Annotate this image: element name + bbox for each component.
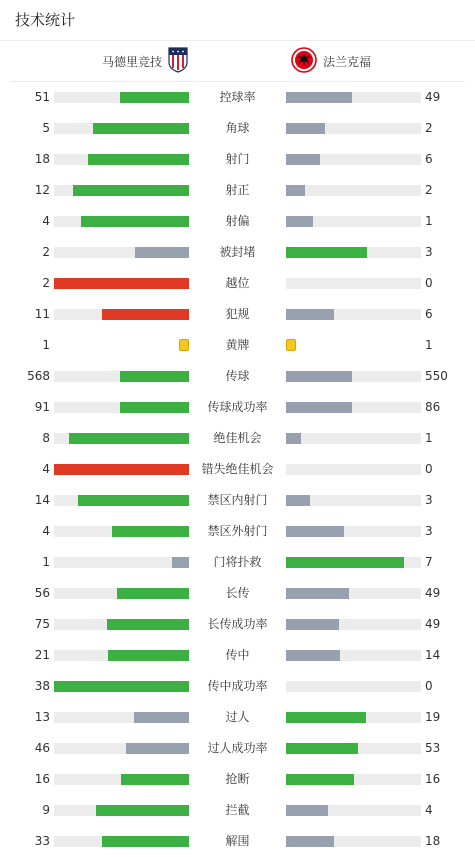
stat-row <box>0 144 475 175</box>
away-stat-bar <box>286 743 421 754</box>
away-value: 14 <box>425 648 441 662</box>
home-value: 16 <box>34 772 50 786</box>
stat-label: 解围 <box>225 834 250 848</box>
away-value: 3 <box>425 493 433 507</box>
eintracht-frankfurt-eagle-icon <box>291 47 317 76</box>
home-value: 56 <box>34 586 50 600</box>
home-value: 9 <box>42 803 50 817</box>
home-stat-bar <box>54 309 189 320</box>
home-value: 1 <box>42 338 50 352</box>
stat-row <box>0 640 475 671</box>
away-stat-bar-fill <box>286 743 358 754</box>
away-stat-bar-fill <box>286 712 366 723</box>
home-stat-bar-fill <box>102 309 189 320</box>
away-stat-bar <box>286 123 421 134</box>
home-stat-bar-fill <box>69 433 189 444</box>
away-stat-bar-fill <box>286 92 352 103</box>
away-stat-bar-fill <box>286 619 339 630</box>
stat-row <box>0 330 475 361</box>
away-value: 49 <box>425 90 441 104</box>
away-stat-bar-fill <box>286 650 340 661</box>
away-stat-bar <box>286 278 421 289</box>
stat-label: 传中 <box>225 648 250 662</box>
home-team-name: 马德里竞技 <box>101 54 162 69</box>
away-stat-bar <box>286 681 421 692</box>
stat-label: 角球 <box>225 121 250 135</box>
stat-label: 抢断 <box>225 772 250 786</box>
stat-row <box>0 516 475 547</box>
home-stat-bar-fill <box>81 216 189 227</box>
home-value: 46 <box>34 741 50 755</box>
home-stat-bar <box>54 836 189 847</box>
home-value: 4 <box>42 462 50 476</box>
home-value: 2 <box>42 245 50 259</box>
stat-row <box>0 423 475 454</box>
stat-row <box>0 237 475 268</box>
home-stat-bar <box>54 278 189 289</box>
home-value: 4 <box>42 524 50 538</box>
away-stat-bar <box>286 247 421 258</box>
stat-label: 射门 <box>225 152 250 166</box>
away-stat-bar <box>286 619 421 630</box>
stat-label: 被封堵 <box>219 245 256 259</box>
away-stat-bar <box>286 464 421 475</box>
home-stat-bar-fill <box>120 92 189 103</box>
stat-label: 禁区内射门 <box>207 493 268 507</box>
away-value: 550 <box>425 369 448 383</box>
home-value: 18 <box>34 152 50 166</box>
away-stat-bar-fill <box>286 805 328 816</box>
away-stat-bar-fill <box>286 185 305 196</box>
away-stat-bar <box>286 371 421 382</box>
home-stat-bar <box>54 371 189 382</box>
away-stat-bar <box>286 836 421 847</box>
home-stat-bar <box>54 557 189 568</box>
stat-label: 射偏 <box>225 214 250 228</box>
home-stat-bar-fill <box>117 588 189 599</box>
away-stat-bar <box>286 402 421 413</box>
away-stat-bar-fill <box>286 588 349 599</box>
stat-row <box>0 733 475 764</box>
away-value: 6 <box>425 152 433 166</box>
away-value: 18 <box>425 834 441 848</box>
home-stat-bar-fill <box>135 247 189 258</box>
away-value: 1 <box>425 214 433 228</box>
stat-label: 控球率 <box>219 90 256 104</box>
home-stat-bar <box>54 247 189 258</box>
stat-row <box>0 113 475 144</box>
home-stat-bar-fill <box>120 402 189 413</box>
home-stat-bar-fill <box>108 650 189 661</box>
home-stat-bar-fill <box>54 278 189 289</box>
away-stat-bar <box>286 650 421 661</box>
home-value: 75 <box>34 617 50 631</box>
away-stat-bar-fill <box>286 402 352 413</box>
stat-row <box>0 361 475 392</box>
stat-label: 门将扑救 <box>213 555 262 569</box>
home-stat-bar-fill <box>93 123 189 134</box>
away-stat-bar-fill <box>286 309 334 320</box>
home-stat-bar <box>54 92 189 103</box>
stat-row <box>0 82 475 113</box>
home-stat-bar-fill <box>102 836 189 847</box>
stat-label: 错失绝佳机会 <box>201 462 274 476</box>
stat-row <box>0 609 475 640</box>
away-stat-bar <box>286 712 421 723</box>
home-value: 5 <box>42 121 50 135</box>
stats-header <box>0 0 475 41</box>
stat-row <box>0 206 475 237</box>
stat-row <box>0 795 475 826</box>
home-stat-bar-fill <box>73 185 189 196</box>
away-stat-bar <box>286 774 421 785</box>
away-stat-bar-fill <box>286 774 354 785</box>
home-stat-bar-fill <box>126 743 189 754</box>
stat-row <box>0 268 475 299</box>
home-stat-bar <box>54 743 189 754</box>
away-value: 2 <box>425 183 433 197</box>
away-stat-bar <box>286 526 421 537</box>
home-stat-bar <box>54 588 189 599</box>
away-value: 1 <box>425 338 433 352</box>
home-stat-bar-fill <box>88 154 189 165</box>
away-value: 4 <box>425 803 433 817</box>
home-value: 51 <box>34 90 50 104</box>
away-stat-bar-fill <box>286 123 325 134</box>
away-value: 49 <box>425 586 441 600</box>
away-value: 3 <box>425 524 433 538</box>
away-stat-bar-fill <box>286 526 344 537</box>
home-value: 33 <box>34 834 50 848</box>
stat-row <box>0 547 475 578</box>
stat-label: 犯规 <box>225 307 250 321</box>
home-stat-bar <box>54 712 189 723</box>
home-stat-bar <box>54 526 189 537</box>
home-value: 12 <box>34 183 50 197</box>
stat-label: 绝佳机会 <box>213 431 262 445</box>
away-value: 0 <box>425 462 433 476</box>
stat-label: 过人成功率 <box>207 741 268 755</box>
away-yellow-card-icon <box>286 339 296 351</box>
stat-row <box>0 764 475 795</box>
away-value: 16 <box>425 772 441 786</box>
stat-label: 拦截 <box>225 803 250 817</box>
stat-row <box>0 175 475 206</box>
away-stat-bar <box>286 805 421 816</box>
home-stat-bar-fill <box>121 774 189 785</box>
home-stat-bar-fill <box>112 526 189 537</box>
home-stat-bar-fill <box>120 371 189 382</box>
home-stat-bar <box>54 433 189 444</box>
away-value: 1 <box>425 431 433 445</box>
home-value: 8 <box>42 431 50 445</box>
away-value: 2 <box>425 121 433 135</box>
home-stat-bar <box>54 681 189 692</box>
home-stat-bar-fill <box>54 464 189 475</box>
away-value: 6 <box>425 307 433 321</box>
away-stat-bar-fill <box>286 154 320 165</box>
away-stat-bar <box>286 433 421 444</box>
away-stat-bar <box>286 185 421 196</box>
home-team[interactable] <box>102 41 188 81</box>
stat-label: 黄牌 <box>225 338 250 352</box>
home-stat-bar <box>54 495 189 506</box>
home-stat-bar-fill <box>172 557 189 568</box>
home-value: 14 <box>34 493 50 507</box>
home-value: 568 <box>27 369 50 383</box>
stat-row <box>0 702 475 733</box>
stat-row <box>0 671 475 702</box>
away-stat-bar <box>286 216 421 227</box>
home-stat-bar-fill <box>96 805 189 816</box>
home-value: 11 <box>34 307 50 321</box>
home-stat-bar <box>54 619 189 630</box>
away-stat-bar-fill <box>286 371 352 382</box>
home-stat-bar <box>54 123 189 134</box>
stat-label: 传球 <box>225 369 250 383</box>
stat-row <box>0 578 475 609</box>
home-stat-bar <box>54 402 189 413</box>
home-stat-bar-fill <box>54 681 189 692</box>
stat-label: 长传 <box>225 586 250 600</box>
away-stat-bar-fill <box>286 433 301 444</box>
stat-label: 过人 <box>225 710 250 724</box>
stat-label: 传中成功率 <box>207 679 268 693</box>
away-team-name: 法兰克福 <box>323 54 372 69</box>
away-value: 19 <box>425 710 441 724</box>
stat-row <box>0 454 475 485</box>
home-value: 21 <box>34 648 50 662</box>
page-title: 技术统计 <box>15 11 76 29</box>
home-stat-bar <box>54 805 189 816</box>
away-value: 0 <box>425 276 433 290</box>
away-value: 53 <box>425 741 441 755</box>
stat-label: 禁区外射门 <box>207 524 268 538</box>
away-stat-bar <box>286 557 421 568</box>
away-stat-bar-fill <box>286 495 310 506</box>
home-value: 38 <box>34 679 50 693</box>
home-stat-bar-fill <box>78 495 189 506</box>
home-stat-bar <box>54 464 189 475</box>
stat-row <box>0 485 475 516</box>
away-value: 7 <box>425 555 433 569</box>
stat-label: 长传成功率 <box>207 617 268 631</box>
home-stat-bar <box>54 154 189 165</box>
away-value: 0 <box>425 679 433 693</box>
away-stat-bar <box>286 154 421 165</box>
atletico-madrid-crest-icon <box>168 47 188 76</box>
home-value: 4 <box>42 214 50 228</box>
stat-row <box>0 826 475 857</box>
home-value: 91 <box>34 400 50 414</box>
home-value: 2 <box>42 276 50 290</box>
away-value: 86 <box>425 400 441 414</box>
away-stat-bar <box>286 309 421 320</box>
away-value: 3 <box>425 245 433 259</box>
home-value: 1 <box>42 555 50 569</box>
home-stat-bar-fill <box>134 712 189 723</box>
stat-row <box>0 392 475 423</box>
stat-label: 传球成功率 <box>207 400 268 414</box>
stat-label: 射正 <box>225 183 250 197</box>
away-stat-bar-fill <box>286 247 367 258</box>
stat-label: 越位 <box>225 276 250 290</box>
home-stat-bar <box>54 774 189 785</box>
away-stat-bar-fill <box>286 557 404 568</box>
home-value: 13 <box>34 710 50 724</box>
home-stat-bar <box>54 216 189 227</box>
away-stat-bar-fill <box>286 836 334 847</box>
away-stat-bar-fill <box>286 216 313 227</box>
home-stat-bar <box>54 185 189 196</box>
away-stat-bar <box>286 92 421 103</box>
away-stat-bar <box>286 495 421 506</box>
home-stat-bar <box>54 650 189 661</box>
away-value: 49 <box>425 617 441 631</box>
away-stat-bar <box>286 588 421 599</box>
teams-bar <box>10 41 465 82</box>
stat-row <box>0 299 475 330</box>
home-yellow-card-icon <box>179 339 189 351</box>
away-team[interactable] <box>291 41 371 81</box>
home-stat-bar-fill <box>107 619 189 630</box>
